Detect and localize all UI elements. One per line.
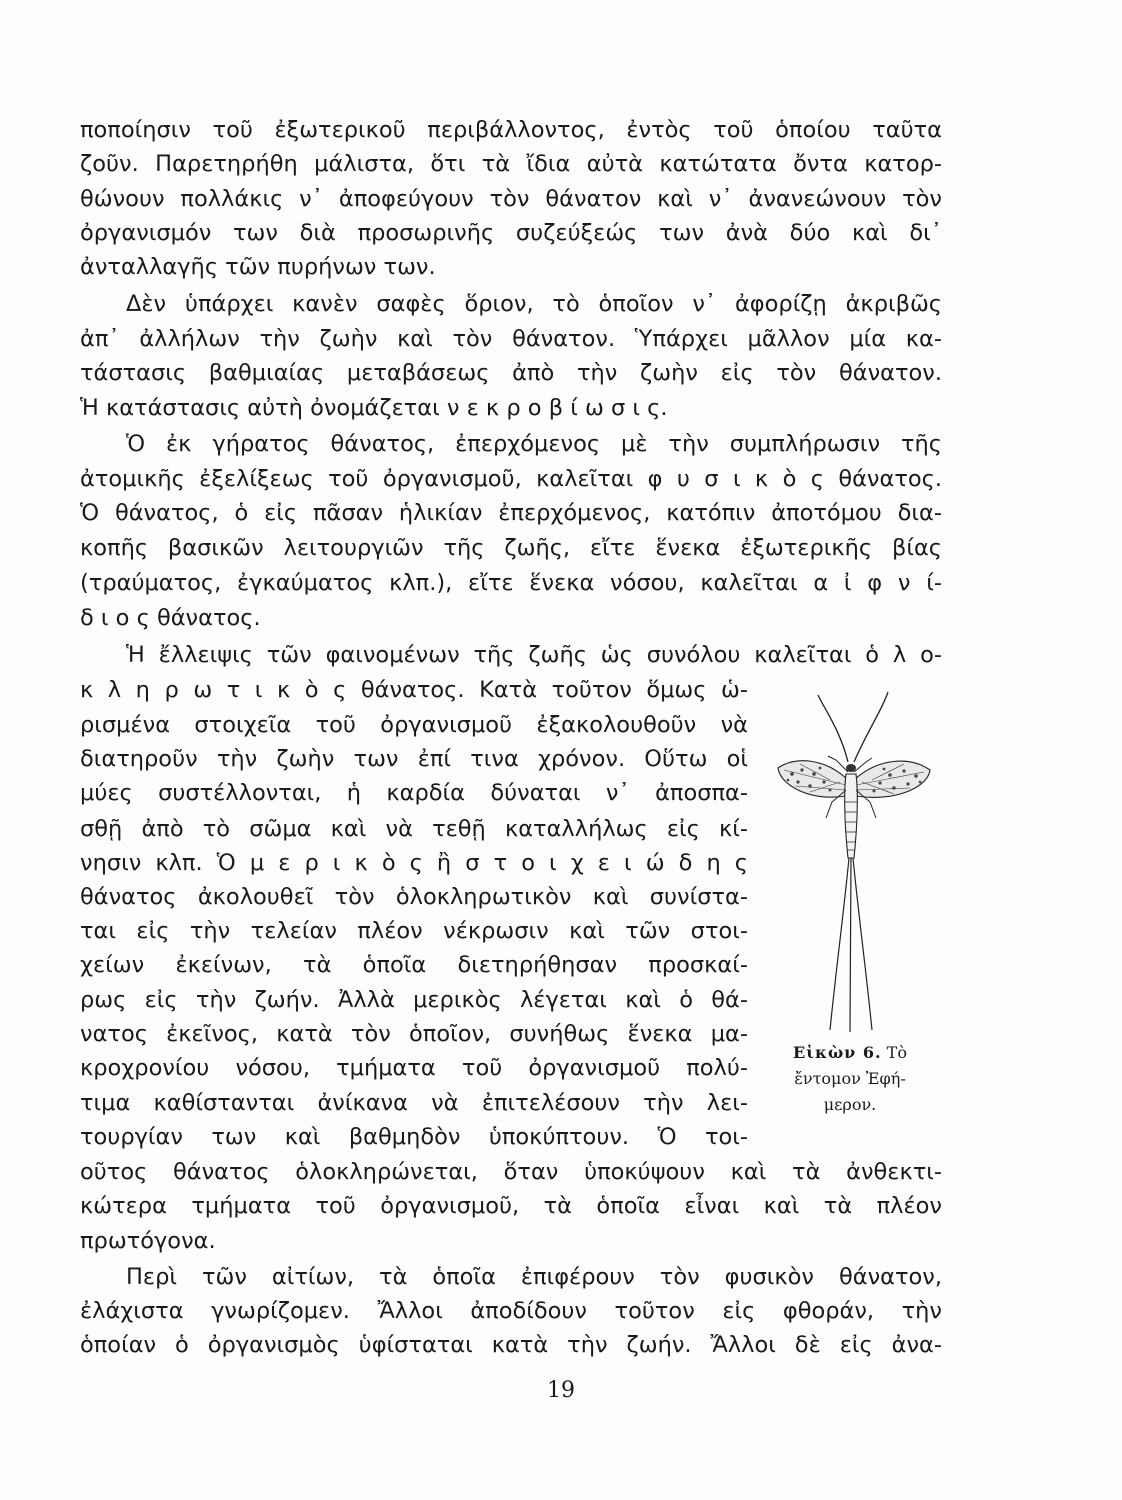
caption-text: Τὸ [886, 1043, 907, 1062]
text-line: κροχρονίου νόσου, τμήματα τοῦ ὀργανισμοῦ πολύ- [80, 1055, 748, 1081]
text-line: κοπῆς βασικῶν λειτουργιῶν τῆς ζωῆς, εἴτε ἕνεκα ἐξωτερικῆς βίας [80, 535, 942, 561]
text-line: Ὁ ἐκ γήρατος θάνατος, ἐπερχόμενος μὲ τὴν συμπλήρωσιν τῆς [126, 431, 942, 457]
text-line: τιμα καθίστανται ἀνίκανα νὰ ἐπιτελέσουν τὴν λει- [80, 1090, 748, 1116]
text-line: χείων ἐκείνων, τὰ ὁποῖα διετηρήθησαν προσκαί- [80, 952, 748, 978]
text-line: τουργίαν των καὶ βαθμηδὸν ὑποκύπτουν. Ὁ τοι- [80, 1124, 748, 1150]
text-line: κώτερα τμήματα τοῦ ὀργανισμοῦ, τὰ ὁποῖα εἶναι καὶ τὰ πλέον [80, 1193, 942, 1219]
text-line: Περὶ τῶν αἰτίων, τὰ ὁποῖα ἐπιφέρουν τὸν φυσικὸν θάνατον, [126, 1264, 942, 1290]
mayfly-illustration [770, 690, 940, 1035]
text-line: ἐλάχιστα γνωρίζομεν. Ἄλλοι ἀποδίδουν τοῦτον εἰς φθοράν, τὴν [80, 1298, 942, 1324]
text-line: ἀπ᾿ ἀλλήλων τὴν ζωὴν καὶ τὸν θάνατον. Ὑπάρχει μᾶλλον μία κα- [80, 326, 942, 352]
text-line: ἀνταλλαγῆς τῶν πυρήνων των. [80, 254, 436, 280]
text-line: ποποίησιν τοῦ ἐξωτερικοῦ περιβάλλοντος, ἐντὸς τοῦ ὁποίου ταῦτα [80, 117, 942, 143]
text-line: διατηροῦν τὴν ζωὴν των ἐπί τινα χρόνον. Οὕτω οἱ [80, 746, 748, 772]
text-line: θάνατος ἀκολουθεῖ τὸν ὁλοκληρωτικὸν καὶ συνίστα- [80, 884, 748, 910]
text-line: ρισμένα στοιχεῖα τοῦ ὀργανισμοῦ ἐξακολουθοῦν νὰ [80, 712, 748, 738]
text-line: τάστασις βαθμιαίας μεταβάσεως ἀπὸ τὴν ζωὴν εἰς τὸν θάνατον. [80, 360, 942, 386]
text-line: θώνουν πολλάκις ν᾿ ἀποφεύγουν τὸν θάνατον καὶ ν᾿ ἀνανεώνουν τὸν [80, 186, 942, 212]
text-line: Δὲν ὑπάρχει κανὲν σαφὲς ὅριον, τὸ ὁποῖον ν᾿ ἀφορίζῃ ἀκριβῶς [126, 291, 942, 317]
text-line: (τραύματος, ἐγκαύματος κλπ.), εἴτε ἕνεκα νόσου, καλεῖται α ἰ φ ν ί- [80, 570, 942, 596]
text-line: νησιν κλπ. Ὁ μ ε ρ ι κ ὸ ς ἢ σ τ ο ι χ ε ι ώ δ η ς [80, 850, 748, 876]
text-line: μύες συστέλλονται, ἡ καρδία δύναται ν᾿ ἀποσπα- [80, 780, 748, 806]
caption-text: ἔντομον Ἐφή- [794, 1069, 906, 1088]
caption-text: μερον. [823, 1095, 877, 1114]
text-line: ὀργανισμόν των διὰ προσωρινῆς συζεύξεώς των ἀνὰ δύο καὶ δι᾿ [80, 220, 942, 246]
text-line: Ἡ ἔλλειψις τῶν φαινομένων τῆς ζωῆς ὡς συνόλου καλεῖται ὁ λ ο- [126, 642, 942, 668]
text-line: ζοῦν. Παρετηρήθη μάλιστα, ὅτι τὰ ἴδια αὐτὰ κατώτατα ὄντα κατορ- [80, 151, 942, 177]
text-line: ὁποίαν ὁ ὀργανισμὸς ὑφίσταται κατὰ τὴν ζωήν. Ἄλλοι δὲ εἰς ἀνα- [80, 1332, 942, 1358]
text-line: νατος ἐκεῖνος, κατὰ τὸν ὁποῖον, συνήθως ἕνεκα μα- [80, 1021, 748, 1047]
caption-label: Εἰκὼν 6. [793, 1043, 882, 1062]
text-line: σθῇ ἀπὸ τὸ σῶμα καὶ νὰ τεθῇ καταλλήλως εἰς κί- [80, 816, 748, 842]
page-number: 19 [547, 1378, 575, 1403]
text-line: ται εἰς τὴν τελείαν πλέον νέκρωσιν καὶ τῶν στοι- [80, 918, 748, 944]
text-line: ρως εἰς τὴν ζωήν. Ἀλλὰ μερικὸς λέγεται καὶ ὁ θά- [80, 987, 748, 1013]
text-line: ἀτομικῆς ἐξελίξεως τοῦ ὀργανισμοῦ, καλεῖται φ υ σ ι κ ὸ ς θάνατος. [80, 466, 942, 492]
figure-caption [770, 1040, 930, 1118]
text-line: πρωτόγονα. [80, 1228, 216, 1254]
text-line: οῦτος θάνατος ὁλοκληρώνεται, ὅταν ὑποκύψουν καὶ τὰ ἀνθεκτι- [80, 1159, 942, 1185]
text-line: Ἡ κατάστασις αὐτὴ ὀνομάζεται ν ε κ ρ ο β ί ω σ ι ς. [80, 395, 668, 421]
text-line: δ ι ο ς θάνατος. [80, 605, 261, 631]
text-line: Ὁ θάνατος, ὁ εἰς πᾶσαν ἡλικίαν ἐπερχόμενος, κατόπιν ἀποτόμου δια- [80, 500, 942, 526]
text-line: κ λ η ρ ω τ ι κ ὸ ς θάνατος. Κατὰ τοῦτον ὅμως ὡ- [80, 677, 748, 703]
